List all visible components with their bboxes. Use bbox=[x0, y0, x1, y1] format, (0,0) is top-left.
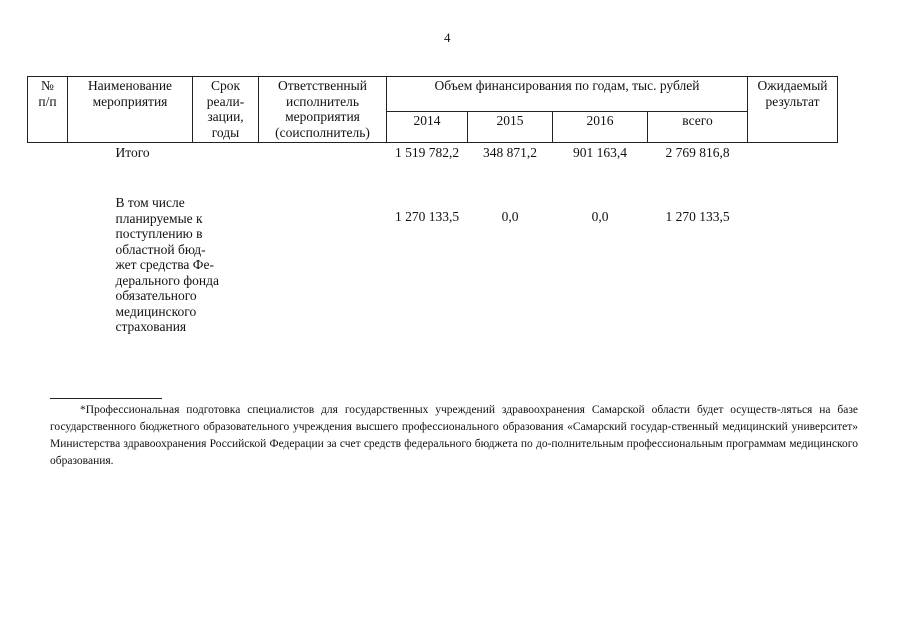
cell-name: Итого bbox=[115, 145, 150, 160]
footnote: *Профессиональная подготовка специалистов для государственных учреждений здравоохранения Самарской области будет осуществ-ляться на базе государственного бюджетного образовательного учреждения высшего профессионального образования «Самарский государ-ственный медицинский университет» Министерства здравоохранения Российской Федерации за счет средств федерального бюджета по до-полнительным профессиональным программам медицинского образования. bbox=[50, 404, 858, 467]
cell-result bbox=[748, 143, 838, 186]
header-funding: Объем финансирования по годам, тыс. рублей bbox=[387, 77, 748, 112]
header-result: Ожидаемый результат bbox=[748, 77, 838, 143]
table-row bbox=[28, 143, 838, 186]
cell-2016: 0,0 bbox=[591, 209, 609, 224]
header-num: № п/п bbox=[28, 77, 68, 143]
footnote-divider bbox=[50, 398, 162, 399]
header-term: Срок реали- зации, годы bbox=[193, 77, 259, 143]
cell-2014: 1 519 782,2 bbox=[394, 145, 460, 160]
header-total: всего bbox=[648, 112, 748, 143]
cell-2015: 348 871,2 bbox=[483, 145, 537, 160]
cell-2015: 0,0 bbox=[501, 209, 519, 224]
header-row-1 bbox=[28, 77, 838, 112]
cell-num bbox=[28, 143, 68, 186]
cell-2016: 901 163,4 bbox=[573, 145, 627, 160]
funding-table bbox=[27, 76, 838, 335]
cell-2014: 1 270 133,5 bbox=[394, 209, 460, 224]
page-number: 4 bbox=[444, 30, 451, 45]
cell-name: В том числе планируемые к поступлению в областной бюд- жет средства Фе- дерального фонда обязательного медицинского страхования bbox=[115, 195, 219, 334]
cell-total: 2 769 816,8 bbox=[665, 145, 730, 160]
header-executor: Ответственный исполнитель мероприятия (соисполнитель) bbox=[259, 77, 387, 143]
header-year-2016: 2016 bbox=[553, 112, 648, 143]
cell-num bbox=[28, 185, 68, 335]
cell-result bbox=[748, 185, 838, 335]
header-year-2015: 2015 bbox=[468, 112, 553, 143]
cell-total: 1 270 133,5 bbox=[665, 209, 730, 224]
table-row bbox=[28, 185, 838, 335]
header-name: Наименование мероприятия bbox=[68, 77, 193, 143]
header-year-2014: 2014 bbox=[387, 112, 468, 143]
